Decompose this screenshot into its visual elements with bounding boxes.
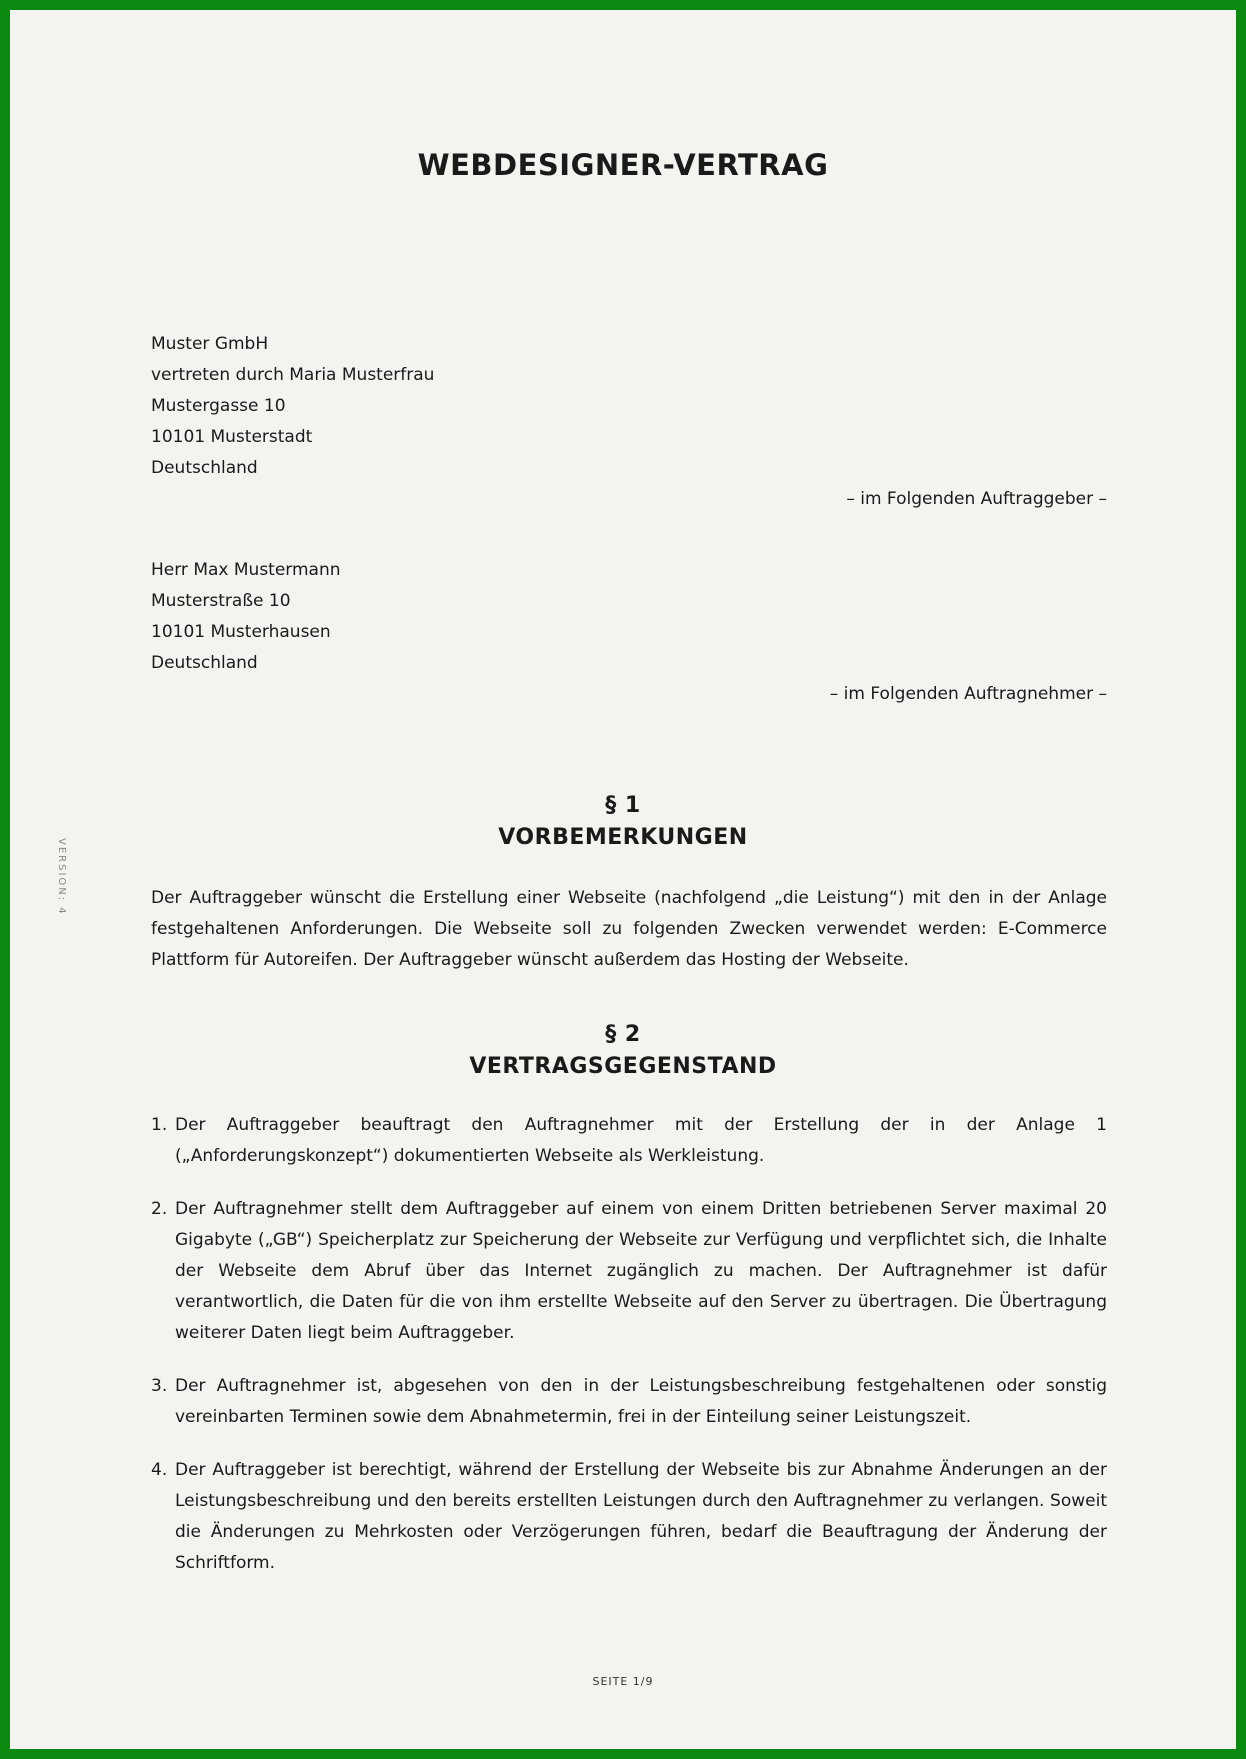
section-2-heading xyxy=(10,1019,1236,1083)
contractor-name: Herr Max Mustermann xyxy=(151,560,341,580)
page-number-footer: SEITE 1/9 xyxy=(592,1675,654,1688)
section-2-number: § 2 xyxy=(605,1022,641,1047)
list-item-text: Der Auftragnehmer stellt dem Auftraggeber auf einem von einem Dritten betriebenen Server maximal 20 Gigabyte („GB“) Speicherplatz zur Speicherung der Webseite zur Verfügung und verpflichtet sich, die Inhalte der Webseite dem Abruf über das Internet zugänglich zu machen. Der Auftragnehmer ist dafür verantwortlich, die Daten für die von ihm erstellte Webseite auf den Server zu übertragen. Die Übertragung weiterer Daten liegt beim Auftraggeber. xyxy=(175,1199,1107,1343)
client-street: Mustergasse 10 xyxy=(151,396,286,416)
contractor-role-label: – im Folgenden Auftragnehmer – xyxy=(829,684,1107,704)
list-item xyxy=(151,1194,1107,1349)
contractor-country: Deutschland xyxy=(151,653,258,673)
list-item-number: 3. xyxy=(151,1376,168,1396)
client-role-label: – im Folgenden Auftraggeber – xyxy=(846,489,1107,509)
list-item-number: 4. xyxy=(151,1460,168,1480)
contractor-street: Musterstraße 10 xyxy=(151,591,291,611)
client-representative: vertreten durch Maria Musterfrau xyxy=(151,365,435,385)
list-item-number: 2. xyxy=(151,1199,168,1219)
list-item xyxy=(151,1371,1107,1433)
version-label: VERSION: 4 xyxy=(56,838,67,916)
client-address-block xyxy=(151,329,1107,515)
client-city: 10101 Musterstadt xyxy=(151,427,313,447)
document-page xyxy=(10,10,1236,1749)
list-item-number: 1. xyxy=(151,1115,168,1135)
section-1-name: VORBEMERKUNGEN xyxy=(498,825,748,850)
section-2-list xyxy=(151,1110,1107,1601)
list-item-text: Der Auftraggeber beauftragt den Auftragnehmer mit der Erstellung der in der Anlage 1 („Anforderungskonzept“) dokumentierten Webseite als Werkleistung. xyxy=(175,1115,1107,1166)
list-item xyxy=(151,1110,1107,1172)
contractor-city: 10101 Musterhausen xyxy=(151,622,331,642)
list-item-text: Der Auftraggeber ist berechtigt, während der Erstellung der Webseite bis zur Abnahme Änderungen an der Leistungsbeschreibung und den bereits erstellten Leistungen durch den Auftragnehmer zu verlangen. Soweit die Änderungen zu Mehrkosten oder Verzögerungen führen, bedarf die Beauftragung der Änderung der Schriftform. xyxy=(175,1460,1107,1573)
list-item xyxy=(151,1455,1107,1579)
section-1-text: Der Auftraggeber wünscht die Erstellung einer Webseite (nachfolgend „die Leistung“) mit den in der Anlage festgehaltenen Anforderungen. Die Webseite soll zu folgenden Zwecken verwendet werden: E-Commerce Plattform für Autoreifen. Der Auftraggeber wünscht außerdem das Hosting der Webseite. xyxy=(151,888,1107,970)
section-2-name: VERTRAGSGEGENSTAND xyxy=(469,1054,777,1079)
list-item-text: Der Auftragnehmer ist, abgesehen von den in der Leistungsbeschreibung festgehaltenen oder sonstig vereinbarten Terminen sowie dem Abnahmetermin, frei in der Einteilung seiner Leistungszeit. xyxy=(175,1376,1107,1427)
document-title: WEBDESIGNER-VERTRAG xyxy=(417,148,829,182)
client-country: Deutschland xyxy=(151,458,258,478)
contractor-address-block xyxy=(151,555,1107,710)
client-name: Muster GmbH xyxy=(151,334,269,354)
section-1-heading xyxy=(10,790,1236,854)
section-1-number: § 1 xyxy=(605,793,641,818)
